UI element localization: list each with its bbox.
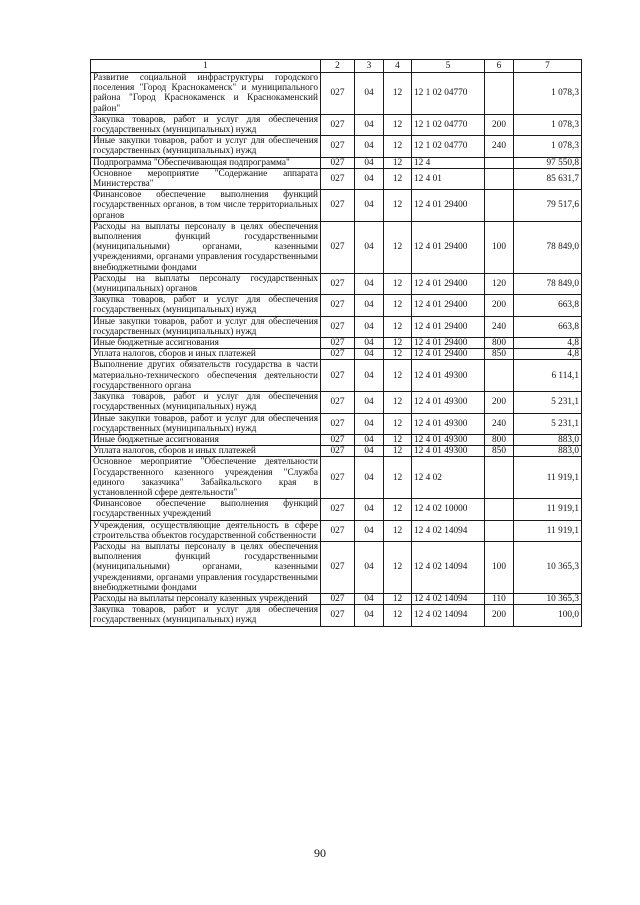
table-row xyxy=(91,434,582,445)
header-cell: 4 xyxy=(384,60,412,73)
section-code-cell: 04 xyxy=(355,499,384,520)
header-cell: 6 xyxy=(485,60,514,73)
section-code-cell: 04 xyxy=(355,190,384,222)
budget-table xyxy=(90,59,582,627)
table-row xyxy=(91,273,582,294)
expense-name-cell: Закупка товаров, работ и услуг для обеспечения государственных (муниципальных) нужд xyxy=(91,114,321,135)
subsection-code-cell: 12 xyxy=(384,273,412,294)
expense-name-cell: Учреждения, осуществляющие деятельность в сфере строительства объектов государственной собственности xyxy=(91,520,321,541)
section-code-cell: 04 xyxy=(355,434,384,445)
section-code-cell: 04 xyxy=(355,316,384,337)
expense-type-cell: 110 xyxy=(485,593,514,604)
table-row xyxy=(91,360,582,392)
expense-name-cell: Иные закупки товаров, работ и услуг для обеспечения государственных (муниципальных) нужд xyxy=(91,136,321,157)
amount-cell: 663,8 xyxy=(514,316,582,337)
table-row xyxy=(91,499,582,520)
expense-name-cell: Основное мероприятие "Обеспечение деятельности Государственного казенного учреждения "Служба единого заказчика" Забайкальского края в установленной сфере деятельности" xyxy=(91,457,321,499)
section-code-cell: 04 xyxy=(355,295,384,316)
expense-type-cell xyxy=(485,157,514,168)
ministry-code-cell: 027 xyxy=(321,413,355,434)
table-row xyxy=(91,157,582,168)
target-article-cell: 12 4 01 29400 xyxy=(412,190,485,222)
page-number: 90 xyxy=(314,846,326,860)
table-row xyxy=(91,413,582,434)
ministry-code-cell: 027 xyxy=(321,605,355,626)
header-cell: 7 xyxy=(514,60,582,73)
amount-cell: 10 365,3 xyxy=(514,541,582,593)
expense-type-cell xyxy=(485,457,514,499)
section-code-cell: 04 xyxy=(355,338,384,349)
expense-name-cell: Расходы на выплаты персоналу в целях обеспечения выполнения функций государственными (муниципальными) органами, казенными учреждениями, органами управления государственными внебюджетными фондами xyxy=(91,541,321,593)
expense-type-cell xyxy=(485,73,514,115)
section-code-cell: 04 xyxy=(355,360,384,392)
target-article-cell: 12 4 02 14094 xyxy=(412,541,485,593)
amount-cell: 79 517,6 xyxy=(514,190,582,222)
table-row xyxy=(91,541,582,593)
table-row xyxy=(91,114,582,135)
subsection-code-cell: 12 xyxy=(384,605,412,626)
expense-type-cell: 800 xyxy=(485,434,514,445)
expense-name-cell: Иные закупки товаров, работ и услуг для обеспечения государственных (муниципальных) нужд xyxy=(91,413,321,434)
subsection-code-cell: 12 xyxy=(384,157,412,168)
section-code-cell: 04 xyxy=(355,349,384,360)
amount-cell: 5 231,1 xyxy=(514,392,582,413)
target-article-cell: 12 4 01 29400 xyxy=(412,349,485,360)
expense-name-cell: Развитие социальной инфраструктуры городского поселения "Город Краснокаменск" и муниципального района "Город Краснокаменск и Краснокаменский район" xyxy=(91,73,321,115)
expense-name-cell: Основное мероприятие "Содержание аппарата Министерства" xyxy=(91,168,321,189)
expense-type-cell xyxy=(485,499,514,520)
section-code-cell: 04 xyxy=(355,605,384,626)
ministry-code-cell: 027 xyxy=(321,295,355,316)
amount-cell: 78 849,0 xyxy=(514,221,582,273)
header-cell: 5 xyxy=(412,60,485,73)
amount-cell: 6 114,1 xyxy=(514,360,582,392)
expense-name-cell: Подпрограмма "Обеспечивающая подпрограмма" xyxy=(91,157,321,168)
ministry-code-cell: 027 xyxy=(321,349,355,360)
header-cell: 2 xyxy=(321,60,355,73)
target-article-cell: 12 4 02 14094 xyxy=(412,520,485,541)
subsection-code-cell: 12 xyxy=(384,593,412,604)
ministry-code-cell: 027 xyxy=(321,168,355,189)
target-article-cell: 12 4 01 49300 xyxy=(412,413,485,434)
subsection-code-cell: 12 xyxy=(384,114,412,135)
ministry-code-cell: 027 xyxy=(321,499,355,520)
expense-type-cell: 800 xyxy=(485,338,514,349)
ministry-code-cell: 027 xyxy=(321,360,355,392)
amount-cell: 78 849,0 xyxy=(514,273,582,294)
expense-name-cell: Иные закупки товаров, работ и услуг для обеспечения государственных (муниципальных) нужд xyxy=(91,316,321,337)
amount-cell: 883,0 xyxy=(514,446,582,457)
table-row xyxy=(91,295,582,316)
subsection-code-cell: 12 xyxy=(384,349,412,360)
target-article-cell: 12 1 02 04770 xyxy=(412,73,485,115)
table-row xyxy=(91,316,582,337)
expense-name-cell: Финансовое обеспечение выполнения функций государственных учреждений xyxy=(91,499,321,520)
amount-cell: 10 365,3 xyxy=(514,593,582,604)
expense-name-cell: Расходы на выплаты персоналу в целях обеспечения выполнения функций государственными (муниципальными) органами, казенными учреждениями, органами управления государственными внебюджетными фондами xyxy=(91,221,321,273)
table-row xyxy=(91,349,582,360)
table-header-row xyxy=(91,60,582,73)
expense-name-cell: Закупка товаров, работ и услуг для обеспечения государственных (муниципальных) нужд xyxy=(91,392,321,413)
section-code-cell: 04 xyxy=(355,168,384,189)
subsection-code-cell: 12 xyxy=(384,360,412,392)
ministry-code-cell: 027 xyxy=(321,157,355,168)
subsection-code-cell: 12 xyxy=(384,520,412,541)
header-cell: 3 xyxy=(355,60,384,73)
target-article-cell: 12 4 01 49300 xyxy=(412,446,485,457)
expense-name-cell: Финансовое обеспечение выполнения функций государственных органов, в том числе территориальных органов xyxy=(91,190,321,222)
section-code-cell: 04 xyxy=(355,273,384,294)
target-article-cell: 12 4 02 xyxy=(412,457,485,499)
subsection-code-cell: 12 xyxy=(384,434,412,445)
expense-type-cell xyxy=(485,168,514,189)
ministry-code-cell: 027 xyxy=(321,73,355,115)
target-article-cell: 12 4 01 49300 xyxy=(412,434,485,445)
target-article-cell: 12 4 01 29400 xyxy=(412,316,485,337)
target-article-cell: 12 1 02 04770 xyxy=(412,114,485,135)
target-article-cell: 12 4 02 14094 xyxy=(412,605,485,626)
expense-type-cell: 100 xyxy=(485,541,514,593)
subsection-code-cell: 12 xyxy=(384,316,412,337)
subsection-code-cell: 12 xyxy=(384,221,412,273)
target-article-cell: 12 4 02 14094 xyxy=(412,593,485,604)
expense-name-cell: Уплата налогов, сборов и иных платежей xyxy=(91,349,321,360)
amount-cell: 85 631,7 xyxy=(514,168,582,189)
expense-name-cell: Закупка товаров, работ и услуг для обеспечения государственных (муниципальных) нужд xyxy=(91,605,321,626)
amount-cell: 97 550,8 xyxy=(514,157,582,168)
section-code-cell: 04 xyxy=(355,221,384,273)
target-article-cell: 12 4 01 29400 xyxy=(412,295,485,316)
table-row xyxy=(91,605,582,626)
subsection-code-cell: 12 xyxy=(384,457,412,499)
subsection-code-cell: 12 xyxy=(384,73,412,115)
target-article-cell: 12 4 01 49300 xyxy=(412,392,485,413)
expense-type-cell: 200 xyxy=(485,295,514,316)
target-article-cell: 12 4 01 29400 xyxy=(412,338,485,349)
amount-cell: 11 919,1 xyxy=(514,520,582,541)
amount-cell: 100,0 xyxy=(514,605,582,626)
amount-cell: 11 919,1 xyxy=(514,499,582,520)
amount-cell: 663,8 xyxy=(514,295,582,316)
target-article-cell: 12 4 xyxy=(412,157,485,168)
subsection-code-cell: 12 xyxy=(384,168,412,189)
section-code-cell: 04 xyxy=(355,413,384,434)
expense-type-cell: 100 xyxy=(485,221,514,273)
amount-cell: 1 078,3 xyxy=(514,73,582,115)
table-row xyxy=(91,136,582,157)
table-body xyxy=(91,73,582,627)
header-cell: 1 xyxy=(91,60,321,73)
expense-name-cell: Расходы на выплаты персоналу казенных учреждений xyxy=(91,593,321,604)
section-code-cell: 04 xyxy=(355,541,384,593)
target-article-cell: 12 4 01 29400 xyxy=(412,273,485,294)
subsection-code-cell: 12 xyxy=(384,190,412,222)
ministry-code-cell: 027 xyxy=(321,593,355,604)
section-code-cell: 04 xyxy=(355,593,384,604)
section-code-cell: 04 xyxy=(355,157,384,168)
subsection-code-cell: 12 xyxy=(384,136,412,157)
subsection-code-cell: 12 xyxy=(384,413,412,434)
expense-name-cell: Расходы на выплаты персоналу государственных (муниципальных) органов xyxy=(91,273,321,294)
expense-name-cell: Уплата налогов, сборов и иных платежей xyxy=(91,446,321,457)
expense-name-cell: Иные бюджетные ассигнования xyxy=(91,338,321,349)
target-article-cell: 12 4 02 10000 xyxy=(412,499,485,520)
expense-name-cell: Иные бюджетные ассигнования xyxy=(91,434,321,445)
target-article-cell: 12 4 01 29400 xyxy=(412,221,485,273)
table-row xyxy=(91,457,582,499)
expense-name-cell: Выполнение других обязательств государства в части материально-технического обеспечения деятельности государственного органа xyxy=(91,360,321,392)
section-code-cell: 04 xyxy=(355,392,384,413)
ministry-code-cell: 027 xyxy=(321,190,355,222)
subsection-code-cell: 12 xyxy=(384,338,412,349)
target-article-cell: 12 4 01 xyxy=(412,168,485,189)
expense-type-cell: 240 xyxy=(485,316,514,337)
ministry-code-cell: 027 xyxy=(321,136,355,157)
ministry-code-cell: 027 xyxy=(321,221,355,273)
amount-cell: 5 231,1 xyxy=(514,413,582,434)
expense-type-cell: 200 xyxy=(485,392,514,413)
target-article-cell: 12 4 01 49300 xyxy=(412,360,485,392)
expense-type-cell: 200 xyxy=(485,114,514,135)
amount-cell: 1 078,3 xyxy=(514,136,582,157)
subsection-code-cell: 12 xyxy=(384,499,412,520)
table-row xyxy=(91,392,582,413)
table-row xyxy=(91,446,582,457)
table-row xyxy=(91,593,582,604)
amount-cell: 4,8 xyxy=(514,338,582,349)
expense-type-cell: 850 xyxy=(485,349,514,360)
expense-type-cell: 240 xyxy=(485,413,514,434)
expense-type-cell: 120 xyxy=(485,273,514,294)
subsection-code-cell: 12 xyxy=(384,392,412,413)
table-row xyxy=(91,520,582,541)
ministry-code-cell: 027 xyxy=(321,434,355,445)
expense-type-cell: 240 xyxy=(485,136,514,157)
ministry-code-cell: 027 xyxy=(321,114,355,135)
subsection-code-cell: 12 xyxy=(384,541,412,593)
ministry-code-cell: 027 xyxy=(321,457,355,499)
section-code-cell: 04 xyxy=(355,136,384,157)
subsection-code-cell: 12 xyxy=(384,295,412,316)
expense-type-cell: 200 xyxy=(485,605,514,626)
amount-cell: 11 919,1 xyxy=(514,457,582,499)
expense-type-cell xyxy=(485,190,514,222)
table-row xyxy=(91,221,582,273)
budget-table-container xyxy=(90,59,581,627)
subsection-code-cell: 12 xyxy=(384,446,412,457)
amount-cell: 883,0 xyxy=(514,434,582,445)
expense-name-cell: Закупка товаров, работ и услуг для обеспечения государственных (муниципальных) нужд xyxy=(91,295,321,316)
section-code-cell: 04 xyxy=(355,457,384,499)
table-row xyxy=(91,338,582,349)
section-code-cell: 04 xyxy=(355,520,384,541)
ministry-code-cell: 027 xyxy=(321,446,355,457)
ministry-code-cell: 027 xyxy=(321,520,355,541)
expense-type-cell: 850 xyxy=(485,446,514,457)
ministry-code-cell: 027 xyxy=(321,273,355,294)
amount-cell: 4,8 xyxy=(514,349,582,360)
expense-type-cell xyxy=(485,520,514,541)
section-code-cell: 04 xyxy=(355,114,384,135)
amount-cell: 1 078,3 xyxy=(514,114,582,135)
section-code-cell: 04 xyxy=(355,73,384,115)
ministry-code-cell: 027 xyxy=(321,338,355,349)
table-row xyxy=(91,73,582,115)
ministry-code-cell: 027 xyxy=(321,541,355,593)
table-row xyxy=(91,190,582,222)
ministry-code-cell: 027 xyxy=(321,392,355,413)
ministry-code-cell: 027 xyxy=(321,316,355,337)
target-article-cell: 12 1 02 04770 xyxy=(412,136,485,157)
expense-type-cell xyxy=(485,360,514,392)
section-code-cell: 04 xyxy=(355,446,384,457)
table-row xyxy=(91,168,582,189)
